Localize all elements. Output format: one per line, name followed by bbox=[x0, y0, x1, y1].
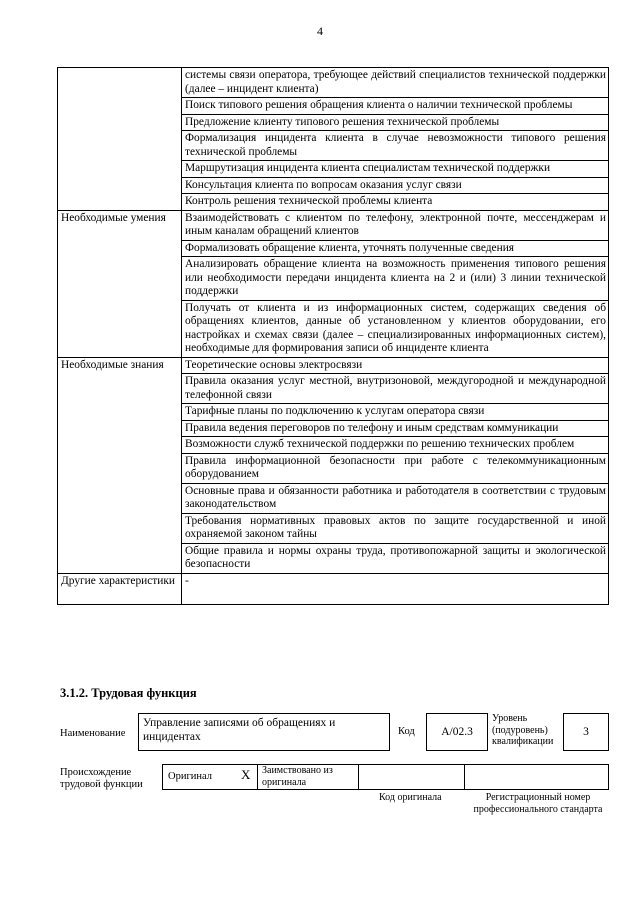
table-row bbox=[58, 68, 609, 98]
row-label: Необходимые знания bbox=[58, 357, 182, 573]
origin-label: Происхождение трудовой функции bbox=[60, 767, 143, 790]
table-row bbox=[58, 210, 609, 240]
row-item: Общие правила и нормы охраны труда, противопожарной защиты и экологической безопасности bbox=[182, 543, 609, 573]
name-box bbox=[138, 713, 390, 751]
origin-divider-3 bbox=[464, 764, 465, 790]
code-value: A/02.3 bbox=[441, 726, 473, 738]
code-box bbox=[426, 713, 488, 751]
page-number: 4 bbox=[317, 24, 323, 38]
row-label bbox=[58, 68, 182, 211]
row-label: Другие характеристики bbox=[58, 573, 182, 604]
row-item: Возможности служб технической поддержки по решению технических проблем bbox=[182, 437, 609, 454]
row-item: Консультация клиента по вопросам оказания услуг связи bbox=[182, 177, 609, 194]
name-label: Наименование bbox=[60, 728, 126, 739]
row-item: Правила оказания услуг местной, внутризоновой, междугородной и международной телефонной связи bbox=[182, 374, 609, 404]
row-item: Правила информационной безопасности при работе с телекоммуникационным оборудованием bbox=[182, 453, 609, 483]
level-value: 3 bbox=[583, 726, 589, 738]
table-row bbox=[58, 357, 609, 374]
row-item: Предложение клиенту типового решения технической проблемы bbox=[182, 114, 609, 131]
row-label: Необходимые умения bbox=[58, 210, 182, 357]
level-label: Уровень (подуровень) квалификации bbox=[492, 713, 554, 747]
row-item: Формализация инцидента клиента в случае невозможности типового решения технической проблемы bbox=[182, 131, 609, 161]
row-item: Получать от клиента и из информационных систем, содержащих сведения об обращениях клиентов, данные об установленном у клиентов оборудовании, его настройках и схемах связи (далее – специализированных информационных систем), необходимые для формирования записи об инциденте клиента bbox=[182, 300, 609, 357]
row-item: Анализировать обращение клиента на возможность применения типового решения или необходимости передачи инцидента клиента на 2 и (или) 3 линии технической поддержки bbox=[182, 257, 609, 301]
code-original-label: Код оригинала bbox=[379, 792, 442, 803]
row-item: Поиск типового решения обращения клиента о наличии технической проблемы bbox=[182, 98, 609, 115]
row-item: Правила ведения переговоров по телефону и иным средствам коммуникации bbox=[182, 420, 609, 437]
reg-number-label: Регистрационный номер профессионального стандарта bbox=[473, 792, 603, 815]
row-item: Основные права и обязанности работника и работодателя в соответствии с трудовым законодательством bbox=[182, 483, 609, 513]
origin-box bbox=[162, 764, 609, 790]
competency-table bbox=[57, 67, 609, 605]
row-item: Маршрутизация инцидента клиента специалистам технической поддержки bbox=[182, 161, 609, 178]
original-mark: X bbox=[241, 767, 251, 782]
row-item: Тарифные планы по подключению к услугам оператора связи bbox=[182, 404, 609, 421]
origin-divider-1 bbox=[257, 764, 258, 790]
row-item: Взаимодействовать с клиентом по телефону, электронной почте, мессенджерам и иным каналам обращений клиентов bbox=[182, 210, 609, 240]
name-value: Управление записями об обращениях и инцидентах bbox=[143, 717, 336, 743]
original-label: Оригинал bbox=[168, 771, 212, 782]
code-label: Код bbox=[398, 726, 415, 737]
row-item: Теоретические основы электросвязи bbox=[182, 357, 609, 374]
row-item: Контроль решения технической проблемы клиента bbox=[182, 194, 609, 211]
level-box bbox=[563, 713, 609, 751]
table-row bbox=[58, 573, 609, 604]
row-item: Формализовать обращение клиента, уточнять полученные сведения bbox=[182, 240, 609, 257]
section-heading: 3.1.2. Трудовая функция bbox=[60, 686, 197, 700]
row-item: Требования нормативных правовых актов по защите государственной и иной охраняемой законом тайны bbox=[182, 513, 609, 543]
row-item: - bbox=[182, 573, 609, 604]
row-item: системы связи оператора, требующее действий специалистов технической поддержки (далее – инцидент клиента) bbox=[182, 68, 609, 98]
origin-divider-2 bbox=[358, 764, 359, 790]
borrowed-label: Заимствовано из оригинала bbox=[262, 765, 333, 788]
